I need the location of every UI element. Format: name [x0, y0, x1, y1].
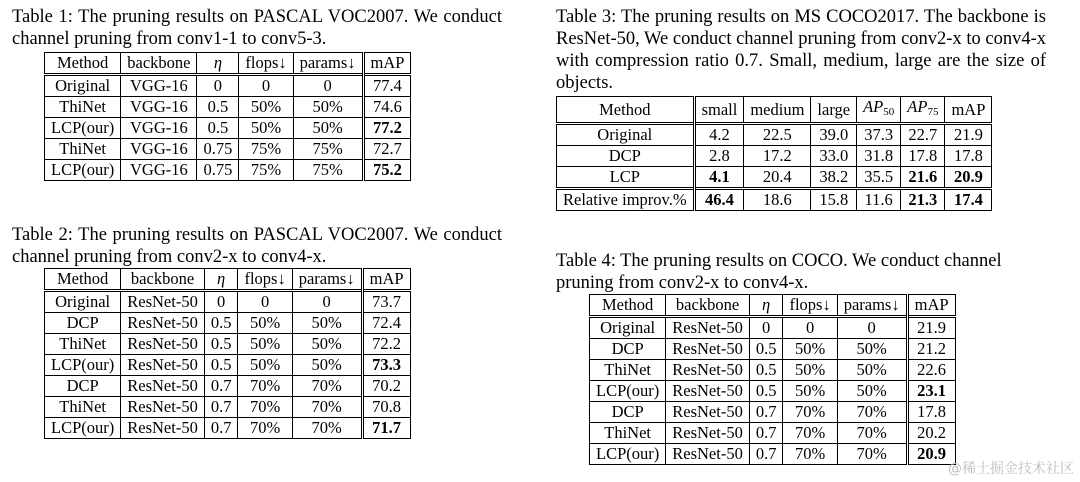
- table4-header-backbone: backbone: [666, 295, 750, 317]
- table4-cell: 70%: [783, 444, 837, 465]
- table3-cell: 22.5: [744, 124, 811, 146]
- table2-cell: LCP(our): [45, 418, 121, 439]
- table4-cell: 21.2: [907, 339, 955, 360]
- table2-cell: 70.2: [362, 376, 410, 397]
- table3-cell: 17.4: [945, 189, 992, 211]
- table4-cell: ResNet-50: [666, 317, 750, 339]
- table-row: [45, 160, 411, 181]
- table1-cell: 0: [197, 75, 239, 97]
- watermark: @稀土掘金技术社区: [948, 461, 1074, 477]
- table3-cell: 17.8: [945, 146, 992, 167]
- table4-cell: 50%: [783, 339, 837, 360]
- table4-cell: 0.5: [749, 339, 783, 360]
- table2-cell: ThiNet: [45, 397, 121, 418]
- table4-cell: 50%: [837, 360, 907, 381]
- table3-cell: 17.8: [901, 146, 945, 167]
- table1: [44, 52, 411, 181]
- table4-cell: ThiNet: [590, 423, 666, 444]
- table1-cell: 75%: [293, 160, 363, 181]
- table2-cell: 72.2: [362, 334, 410, 355]
- table4-cell: ResNet-50: [666, 360, 750, 381]
- table2-cell: DCP: [45, 313, 121, 334]
- table-row: [45, 418, 411, 439]
- table2-cell: 70%: [292, 418, 362, 439]
- table2-header-row: [45, 269, 411, 291]
- table3-cell: 39.0: [811, 124, 857, 146]
- table1-cell: 77.2: [363, 118, 411, 139]
- table3-cell: 20.9: [945, 167, 992, 189]
- table2-cell: 70%: [238, 397, 292, 418]
- table2-cell: 70%: [292, 397, 362, 418]
- table2-cell: DCP: [45, 376, 121, 397]
- table1-header-eta: η: [197, 53, 239, 75]
- table2: [44, 268, 411, 439]
- table-row: [590, 444, 956, 465]
- table3-cell: Original: [557, 124, 695, 146]
- table4-cell: ThiNet: [590, 360, 666, 381]
- table4-cell: 50%: [837, 381, 907, 402]
- table4-cell: 0: [783, 317, 837, 339]
- table-row: [590, 360, 956, 381]
- table2-header-method: Method: [45, 269, 121, 291]
- table1-cell: 0: [239, 75, 293, 97]
- table4-header-method: Method: [590, 295, 666, 317]
- table2-header-map: mAP: [362, 269, 410, 291]
- table3-cell: 38.2: [811, 167, 857, 189]
- table1-cell: VGG-16: [121, 97, 197, 118]
- table4-cell: 70%: [837, 444, 907, 465]
- table1-cell: VGG-16: [121, 118, 197, 139]
- table1-header-method: Method: [45, 53, 121, 75]
- table1-cell: 77.4: [363, 75, 411, 97]
- table3-header-medium: medium: [744, 97, 811, 124]
- table-row: [45, 376, 411, 397]
- table3-cell: 33.0: [811, 146, 857, 167]
- table-row: [45, 397, 411, 418]
- table1-cell: Original: [45, 75, 121, 97]
- table-row: [590, 339, 956, 360]
- table2-cell: 0.5: [204, 313, 238, 334]
- table3-cell: 18.6: [744, 189, 811, 211]
- table4-cell: ResNet-50: [666, 381, 750, 402]
- table4-cell: 70%: [837, 423, 907, 444]
- table-row: [45, 334, 411, 355]
- table1-cell: 50%: [293, 118, 363, 139]
- table1-cell: ThiNet: [45, 97, 121, 118]
- table1-cell: LCP(our): [45, 118, 121, 139]
- table4-cell: 50%: [783, 360, 837, 381]
- table4-caption: Table 4: The pruning results on COCO. We conduct channel pruning from conv2-x to conv4-x.: [556, 251, 1002, 293]
- table4-header-map: mAP: [907, 295, 955, 317]
- table2-cell: 72.4: [362, 313, 410, 334]
- table2-cell: 0.7: [204, 376, 238, 397]
- table3: [556, 96, 992, 211]
- table4-cell: 0.7: [749, 444, 783, 465]
- table-row: [45, 97, 411, 118]
- table2-cell: ResNet-50: [121, 376, 205, 397]
- table-row: [557, 146, 992, 167]
- table1-cell: 75.2: [363, 160, 411, 181]
- table4-cell: 22.6: [907, 360, 955, 381]
- table2-cell: 0: [238, 291, 292, 313]
- table3-cell: 21.9: [945, 124, 992, 146]
- table2-cell: 0.7: [204, 397, 238, 418]
- table2-header-params: params↓: [292, 269, 362, 291]
- table3-cell: 20.4: [744, 167, 811, 189]
- table4-cell: ResNet-50: [666, 423, 750, 444]
- table-row: [590, 381, 956, 402]
- table3-cell: 35.5: [857, 167, 901, 189]
- table4-cell: 23.1: [907, 381, 955, 402]
- table2-cell: ResNet-50: [121, 313, 205, 334]
- table1-cell: 50%: [239, 97, 293, 118]
- table2-cell: ThiNet: [45, 334, 121, 355]
- table4-cell: 20.9: [907, 444, 955, 465]
- table4-cell: 50%: [783, 381, 837, 402]
- table1-cell: 0: [293, 75, 363, 97]
- table4-cell: 20.2: [907, 423, 955, 444]
- table3-cell: 46.4: [694, 189, 744, 211]
- table1-cell: VGG-16: [121, 75, 197, 97]
- table-row: [557, 189, 992, 211]
- table2-cell: 50%: [292, 334, 362, 355]
- table2-cell: 0.7: [204, 418, 238, 439]
- table3-cell: LCP: [557, 167, 695, 189]
- table1-cell: 0.5: [197, 118, 239, 139]
- table4-cell: 70%: [783, 402, 837, 423]
- table2-cell: 50%: [238, 334, 292, 355]
- table2-cell: ResNet-50: [121, 291, 205, 313]
- table1-cell: 75%: [239, 139, 293, 160]
- table1-header-backbone: backbone: [121, 53, 197, 75]
- table2-cell: 73.7: [362, 291, 410, 313]
- table3-cell: 4.1: [694, 167, 744, 189]
- table1-header-params: params↓: [293, 53, 363, 75]
- table1-header-row: [45, 53, 411, 75]
- table4-header-eta: η: [749, 295, 783, 317]
- table4-cell: 21.9: [907, 317, 955, 339]
- table3-cell: 11.6: [857, 189, 901, 211]
- table2-cell: 50%: [292, 313, 362, 334]
- table-row: [590, 423, 956, 444]
- table1-cell: VGG-16: [121, 139, 197, 160]
- table-row: [557, 167, 992, 189]
- table-row: [557, 124, 992, 146]
- table4-header-params: params↓: [837, 295, 907, 317]
- table4-cell: 70%: [837, 402, 907, 423]
- table3-cell: 31.8: [857, 146, 901, 167]
- table4-cell: ResNet-50: [666, 444, 750, 465]
- table1-cell: 50%: [239, 118, 293, 139]
- table1-cell: 0.75: [197, 160, 239, 181]
- table3-cell: 22.7: [901, 124, 945, 146]
- table4-cell: 70%: [783, 423, 837, 444]
- table-row: [45, 291, 411, 313]
- table2-header-flops: flops↓: [238, 269, 292, 291]
- table4: [589, 294, 956, 465]
- table1-cell: 75%: [239, 160, 293, 181]
- table2-cell: ResNet-50: [121, 418, 205, 439]
- table1-cell: 72.7: [363, 139, 411, 160]
- table2-cell: 70%: [292, 376, 362, 397]
- table4-cell: 0.5: [749, 381, 783, 402]
- table2-cell: 0.5: [204, 334, 238, 355]
- table1-cell: 50%: [293, 97, 363, 118]
- table3-header-small: small: [694, 97, 744, 124]
- table3-cell: 21.3: [901, 189, 945, 211]
- table3-cell: 15.8: [811, 189, 857, 211]
- table3-header-ap75: $AP_{75}$: [901, 97, 945, 124]
- table4-cell: 0.5: [749, 360, 783, 381]
- table4-cell: DCP: [590, 402, 666, 423]
- table1-cell: 0.5: [197, 97, 239, 118]
- table3-cell: 37.3: [857, 124, 901, 146]
- table2-cell: 71.7: [362, 418, 410, 439]
- table3-header-ap50: $AP_{50}$: [857, 97, 901, 124]
- table3-header-row: [557, 97, 992, 124]
- table2-cell: 50%: [238, 355, 292, 376]
- table-row: [590, 317, 956, 339]
- table4-header-flops: flops↓: [783, 295, 837, 317]
- table-row: [45, 139, 411, 160]
- table2-cell: 0: [292, 291, 362, 313]
- table3-cell: 4.2: [694, 124, 744, 146]
- table2-cell: 70.8: [362, 397, 410, 418]
- table4-cell: LCP(our): [590, 444, 666, 465]
- table2-cell: 73.3: [362, 355, 410, 376]
- table2-cell: 70%: [238, 418, 292, 439]
- table4-cell: 0.7: [749, 423, 783, 444]
- table3-cell: 2.8: [694, 146, 744, 167]
- table3-header-map: mAP: [945, 97, 992, 124]
- table-row: [45, 75, 411, 97]
- table1-cell: ThiNet: [45, 139, 121, 160]
- table-row: [45, 118, 411, 139]
- table1-cell: VGG-16: [121, 160, 197, 181]
- table3-cell: 21.6: [901, 167, 945, 189]
- table1-cell: 74.6: [363, 97, 411, 118]
- table2-header-backbone: backbone: [121, 269, 205, 291]
- table-row: [45, 313, 411, 334]
- table2-caption: Table 2: The pruning results on PASCAL VOC2007. We conduct channel pruning from conv2-x to conv4-x.: [12, 225, 502, 267]
- table3-cell: 17.2: [744, 146, 811, 167]
- table2-cell: 50%: [238, 313, 292, 334]
- table4-cell: 17.8: [907, 402, 955, 423]
- table4-cell: ResNet-50: [666, 402, 750, 423]
- table2-cell: 70%: [238, 376, 292, 397]
- table2-cell: ResNet-50: [121, 334, 205, 355]
- table1-header-flops: flops↓: [239, 53, 293, 75]
- table1-cell: LCP(our): [45, 160, 121, 181]
- table2-cell: ResNet-50: [121, 355, 205, 376]
- table3-header-large: large: [811, 97, 857, 124]
- table3-header-method: Method: [557, 97, 695, 124]
- table1-caption: Table 1: The pruning results on PASCAL VOC2007. We conduct channel pruning from conv1-1 to conv5-3.: [12, 7, 502, 49]
- table1-cell: 0.75: [197, 139, 239, 160]
- table4-cell: Original: [590, 317, 666, 339]
- table2-header-eta: η: [204, 269, 238, 291]
- table2-cell: 50%: [292, 355, 362, 376]
- table2-cell: ResNet-50: [121, 397, 205, 418]
- table3-caption: Table 3: The pruning results on MS COCO2017. The backbone is ResNet-50, We conduct channel pruning from conv2-x to conv4-x with compression ratio 0.7. Small, medium, large are the size of objects.: [556, 7, 1046, 93]
- table4-cell: DCP: [590, 339, 666, 360]
- table2-cell: 0.5: [204, 355, 238, 376]
- table4-cell: ResNet-50: [666, 339, 750, 360]
- table4-cell: 0.7: [749, 402, 783, 423]
- table-row: [45, 355, 411, 376]
- table1-header-map: mAP: [363, 53, 411, 75]
- table3-cell: DCP: [557, 146, 695, 167]
- table2-cell: LCP(our): [45, 355, 121, 376]
- table4-cell: 0: [837, 317, 907, 339]
- table4-cell: 50%: [837, 339, 907, 360]
- table2-cell: 0: [204, 291, 238, 313]
- table4-cell: 0: [749, 317, 783, 339]
- table3-cell: Relative improv.%: [557, 189, 695, 211]
- table2-cell: Original: [45, 291, 121, 313]
- table1-cell: 75%: [293, 139, 363, 160]
- table4-cell: LCP(our): [590, 381, 666, 402]
- table-row: [590, 402, 956, 423]
- table4-header-row: [590, 295, 956, 317]
